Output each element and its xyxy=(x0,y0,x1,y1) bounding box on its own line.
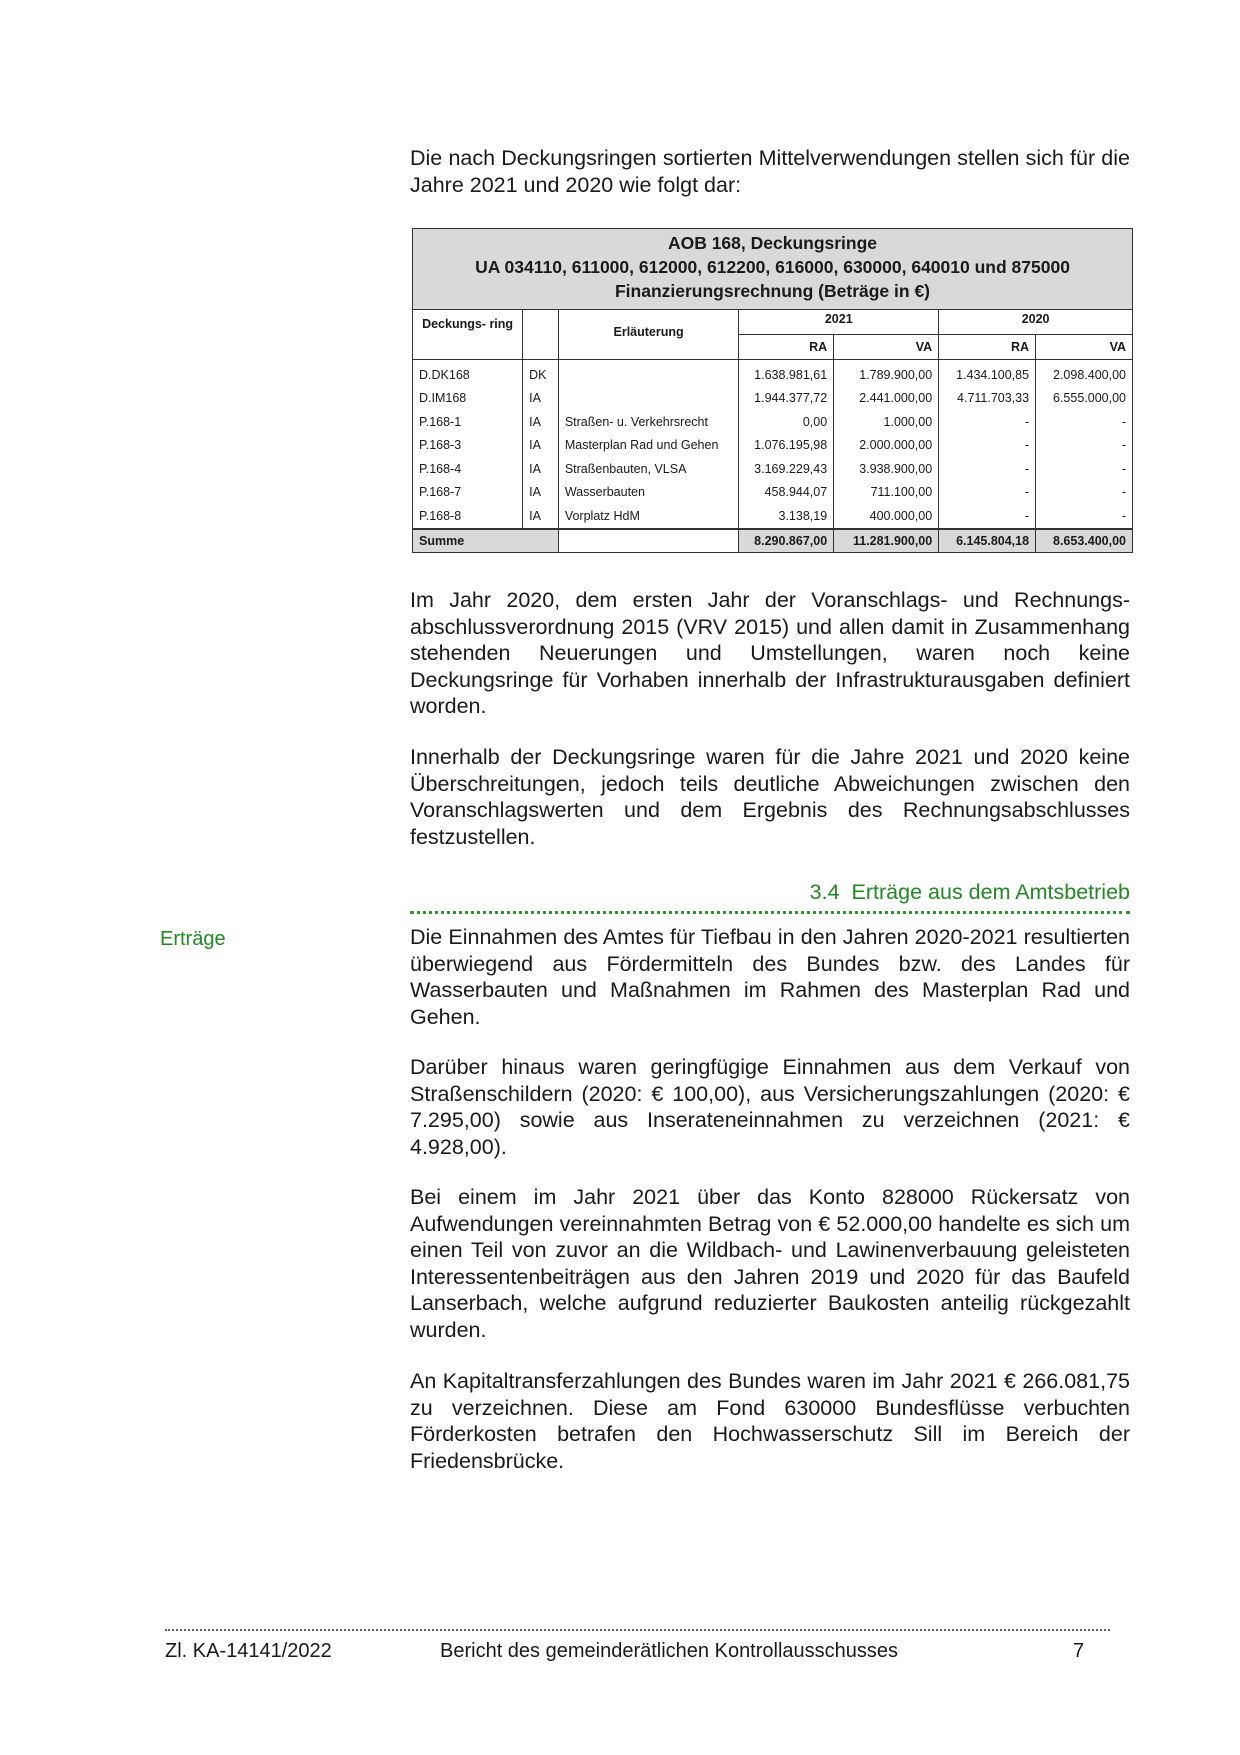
cell-sum-blank xyxy=(558,529,739,553)
financial-table xyxy=(412,228,1133,553)
cell-va-2021: 400.000,00 xyxy=(834,504,939,529)
cell-desc: Straßenbauten, VLSA xyxy=(558,457,739,481)
cell-desc: Vorplatz HdM xyxy=(558,504,739,529)
page-number: 7 xyxy=(1073,1640,1085,1662)
cell-sum-ra-2020: 6.145.804,18 xyxy=(939,529,1036,553)
cell-sum-va-2021: 11.281.900,00 xyxy=(834,529,939,553)
cell-ra-2020: - xyxy=(939,457,1036,481)
cell-ra-2020: - xyxy=(939,410,1036,434)
cell-ra-2020: - xyxy=(939,504,1036,529)
section-number: 3.4 xyxy=(809,880,840,904)
cell-ra-2021: 1.944.377,72 xyxy=(739,387,834,411)
paragraph-kapitaltransfer: An Kapitaltransferzahlungen des Bundes waren im Jahr 2021 € 266.081,75 zu verzeichnen. Diese am Fond 630000 Bundesflüsse verbuchten Förderkosten betrafen den Hochwasserschutz Sill im Bereich der Friedensbrücke. xyxy=(410,1369,1130,1473)
footer-title: Bericht des gemeinderätlichen Kontrollausschusses xyxy=(440,1640,899,1662)
cell-ring: P.168-4 xyxy=(413,457,523,481)
cell-va-2021: 3.938.900,00 xyxy=(834,457,939,481)
table-row xyxy=(413,387,1133,411)
paragraph-einnahmen: Die Einnahmen des Amtes für Tiefbau in den Jahren 2020-2021 resultierten überwiegend aus Fördermitteln des Bundes bzw. des Landes für Wasserbauten und Maßnahmen im Rahmen des Masterplan Rad und Gehen. xyxy=(410,925,1130,1029)
footer-reference: Zl. KA-14141/2022 xyxy=(165,1640,332,1662)
cell-ring: D.IM168 xyxy=(413,387,523,411)
cell-sum-va-2020: 8.653.400,00 xyxy=(1036,529,1133,553)
cell-va-2020: 6.555.000,00 xyxy=(1036,387,1133,411)
cell-ring: P.168-8 xyxy=(413,504,523,529)
table-title-line: AOB 168, Deckungsringe xyxy=(667,233,878,253)
col-header-deckungsring: Deckungs- ring xyxy=(413,310,523,360)
col-header-va-2021: VA xyxy=(834,335,939,360)
margin-note: Erträge xyxy=(160,928,226,950)
cell-desc: Straßen- u. Verkehrsrecht xyxy=(558,410,739,434)
paragraph-geringfuegig: Darüber hinaus waren geringfügige Einnahmen aus dem Verkauf von Straßenschildern (2020: € 100,00), aus Versicherungszahlungen (2020: € 7.295,00) sowie aus Inserateneinnahmen zu verzeichnen (2021: € 4.928,00). xyxy=(410,1055,1130,1159)
cell-ra-2021: 1.076.195,98 xyxy=(739,434,834,458)
col-header-ra-2021: RA xyxy=(739,335,834,360)
cell-va-2020: - xyxy=(1036,434,1133,458)
col-header-erlaeuterung: Erläuterung xyxy=(558,310,739,360)
cell-desc: Masterplan Rad und Gehen xyxy=(558,434,739,458)
cell-ring: P.168-1 xyxy=(413,410,523,434)
cell-type: IA xyxy=(523,481,559,505)
cell-va-2021: 2.000.000,00 xyxy=(834,434,939,458)
col-header-va-2020: VA xyxy=(1036,335,1133,360)
cell-va-2021: 1.000,00 xyxy=(834,410,939,434)
cell-ra-2020: - xyxy=(939,434,1036,458)
cell-type: IA xyxy=(523,434,559,458)
cell-desc xyxy=(558,387,739,411)
cell-ring: P.168-7 xyxy=(413,481,523,505)
cell-va-2021: 711.100,00 xyxy=(834,481,939,505)
intro-paragraph: Die nach Deckungsringen sortierten Mittelverwendungen stellen sich für die Jahre 2021 und 2020 wie folgt dar: xyxy=(410,146,1130,197)
section-title: Erträge aus dem Amtsbetrieb xyxy=(851,880,1130,904)
table-row xyxy=(413,504,1133,529)
table-title-line: UA 034110, 611000, 612000, 612200, 616000, 630000, 640010 und 875000 xyxy=(475,257,1070,277)
cell-desc: Wasserbauten xyxy=(558,481,739,505)
col-header-2020: 2020 xyxy=(939,310,1133,335)
cell-type: IA xyxy=(523,457,559,481)
cell-sum-ra-2021: 8.290.867,00 xyxy=(739,529,834,553)
table-row xyxy=(413,457,1133,481)
col-header-type xyxy=(523,310,559,360)
cell-ra-2020: - xyxy=(939,481,1036,505)
cell-ra-2021: 0,00 xyxy=(739,410,834,434)
col-header-2021: 2021 xyxy=(739,310,939,335)
cell-va-2021: 2.441.000,00 xyxy=(834,387,939,411)
cell-ra-2021: 458.944,07 xyxy=(739,481,834,505)
cell-va-2020: - xyxy=(1036,481,1133,505)
table-sum-row xyxy=(413,529,1133,553)
cell-ra-2021: 1.638.981,61 xyxy=(739,360,834,387)
col-header-ra-2020: RA xyxy=(939,335,1036,360)
cell-ra-2020: 4.711.703,33 xyxy=(939,387,1036,411)
paragraph-rueckersatz: Bei einem im Jahr 2021 über das Konto 828000 Rückersatz von Aufwendungen vereinnahmten Betrag von € 52.000,00 handelte es sich um einen Teil von zuvor an die Wildbach- und Lawinenverbauung geleisteten Interessentenbeiträgen aus den Jahren 2019 und 2020 für das Baufeld Lanserbach, welche aufgrund reduzierter Baukosten anteilig rückgezahlt wurden. xyxy=(410,1185,1130,1342)
cell-va-2020: - xyxy=(1036,504,1133,529)
table-row xyxy=(413,410,1133,434)
cell-ring: P.168-3 xyxy=(413,434,523,458)
cell-va-2021: 1.789.900,00 xyxy=(834,360,939,387)
paragraph-vrv: Im Jahr 2020, dem ersten Jahr der Voranschlags- und Rechnungsabschlussverordnung 2015 (VRV 2015) und allen damit in Zusammenhang stehenden Neuerungen und Umstellungen, waren noch keine Deckungsringe für Vorhaben innerhalb der Infrastrukturausgaben definiert worden. xyxy=(410,588,1130,718)
cell-va-2020: 2.098.400,00 xyxy=(1036,360,1133,387)
paragraph-deckungsringe: Innerhalb der Deckungsringe waren für die Jahre 2021 und 2020 keine Überschreitungen, jedoch teils deutliche Abweichungen zwischen den Voranschlagswerten und dem Ergebnis des Rechnungsabschlusses festzustellen. xyxy=(410,745,1130,849)
cell-type: IA xyxy=(523,410,559,434)
cell-va-2020: - xyxy=(1036,410,1133,434)
cell-ring: D.DK168 xyxy=(413,360,523,387)
cell-desc xyxy=(558,360,739,387)
cell-ra-2021: 3.169.229,43 xyxy=(739,457,834,481)
section-heading xyxy=(410,880,1130,914)
cell-va-2020: - xyxy=(1036,457,1133,481)
cell-sum-label: Summe xyxy=(413,529,559,553)
table-row xyxy=(413,360,1133,387)
cell-type: IA xyxy=(523,387,559,411)
cell-type: IA xyxy=(523,504,559,529)
table-row xyxy=(413,434,1133,458)
cell-ra-2020: 1.434.100,85 xyxy=(939,360,1036,387)
cell-ra-2021: 3.138,19 xyxy=(739,504,834,529)
table-caption xyxy=(413,229,1133,310)
table-title-line: Finanzierungsrechnung (Beträge in €) xyxy=(614,281,931,301)
cell-type: DK xyxy=(523,360,559,387)
table-row xyxy=(413,481,1133,505)
footer-divider xyxy=(165,1629,1110,1631)
